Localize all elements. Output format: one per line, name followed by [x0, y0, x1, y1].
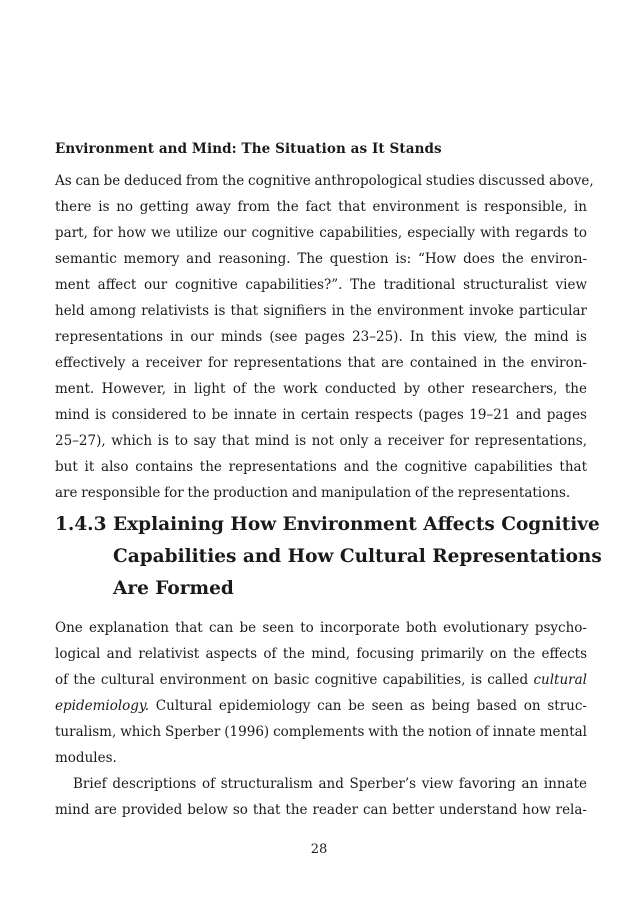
emphasis-text: cultural	[533, 672, 587, 688]
emphasis-text: epidemiology.	[55, 698, 150, 714]
text-line: As can be deduced from the cognitive anthropological studies discussed above,	[55, 173, 594, 189]
text-span: of the cultural environment on basic cognitive capabilities, is called	[55, 672, 534, 688]
text-line: representations in our minds (see pages 23–25). In this view, the mind is	[55, 329, 587, 345]
text-line: part, for how we utilize our cognitive capabilities, especially with regards to	[55, 225, 587, 241]
text-line: ment. However, in light of the work conducted by other researchers, the	[55, 381, 587, 397]
text-span: Cultural epidemiology can be seen as being based on struc-	[149, 698, 587, 714]
text-line	[55, 698, 587, 714]
text-line: Brief descriptions of structuralism and Sperber’s view favoring an innate	[73, 776, 587, 792]
text-line: One explanation that can be seen to incorporate both evolutionary psycho-	[55, 620, 587, 636]
section-title-line: Are Formed	[113, 578, 234, 599]
text-line: there is no getting away from the fact that environment is responsible, in	[55, 199, 587, 215]
text-line: mind are provided below so that the reader can better understand how rela-	[55, 802, 587, 818]
text-line: mind is considered to be innate in certain respects (pages 19–21 and pages	[55, 407, 587, 423]
section-number: 1.4.3	[55, 514, 107, 535]
page-number: 28	[310, 842, 328, 857]
text-line: modules.	[55, 750, 117, 766]
text-line: semantic memory and reasoning. The question is: “How does the environ-	[55, 251, 587, 267]
section-title-line: Explaining How Environment Affects Cognitive	[113, 514, 600, 535]
text-line	[55, 672, 587, 688]
text-line: ment affect our cognitive capabilities?”. The traditional structuralist view	[55, 277, 587, 293]
text-line: but it also contains the representations and the cognitive capabilities that	[55, 459, 587, 475]
text-line: 25–27), which is to say that mind is not only a receiver for representations,	[55, 433, 587, 449]
text-line: turalism, which Sperber (1996) complements with the notion of innate mental	[55, 724, 587, 740]
text-line: held among relativists is that signifiers in the environment invoke particular	[55, 303, 587, 319]
text-line: effectively a receiver for representations that are contained in the environ-	[55, 355, 587, 371]
section-title-line: Capabilities and How Cultural Representations	[113, 546, 602, 567]
text-line: logical and relativist aspects of the mind, focusing primarily on the effects	[55, 646, 587, 662]
text-line: are responsible for the production and manipulation of the representations.	[55, 485, 571, 501]
subsection-heading: Environment and Mind: The Situation as It Stands	[55, 141, 442, 157]
